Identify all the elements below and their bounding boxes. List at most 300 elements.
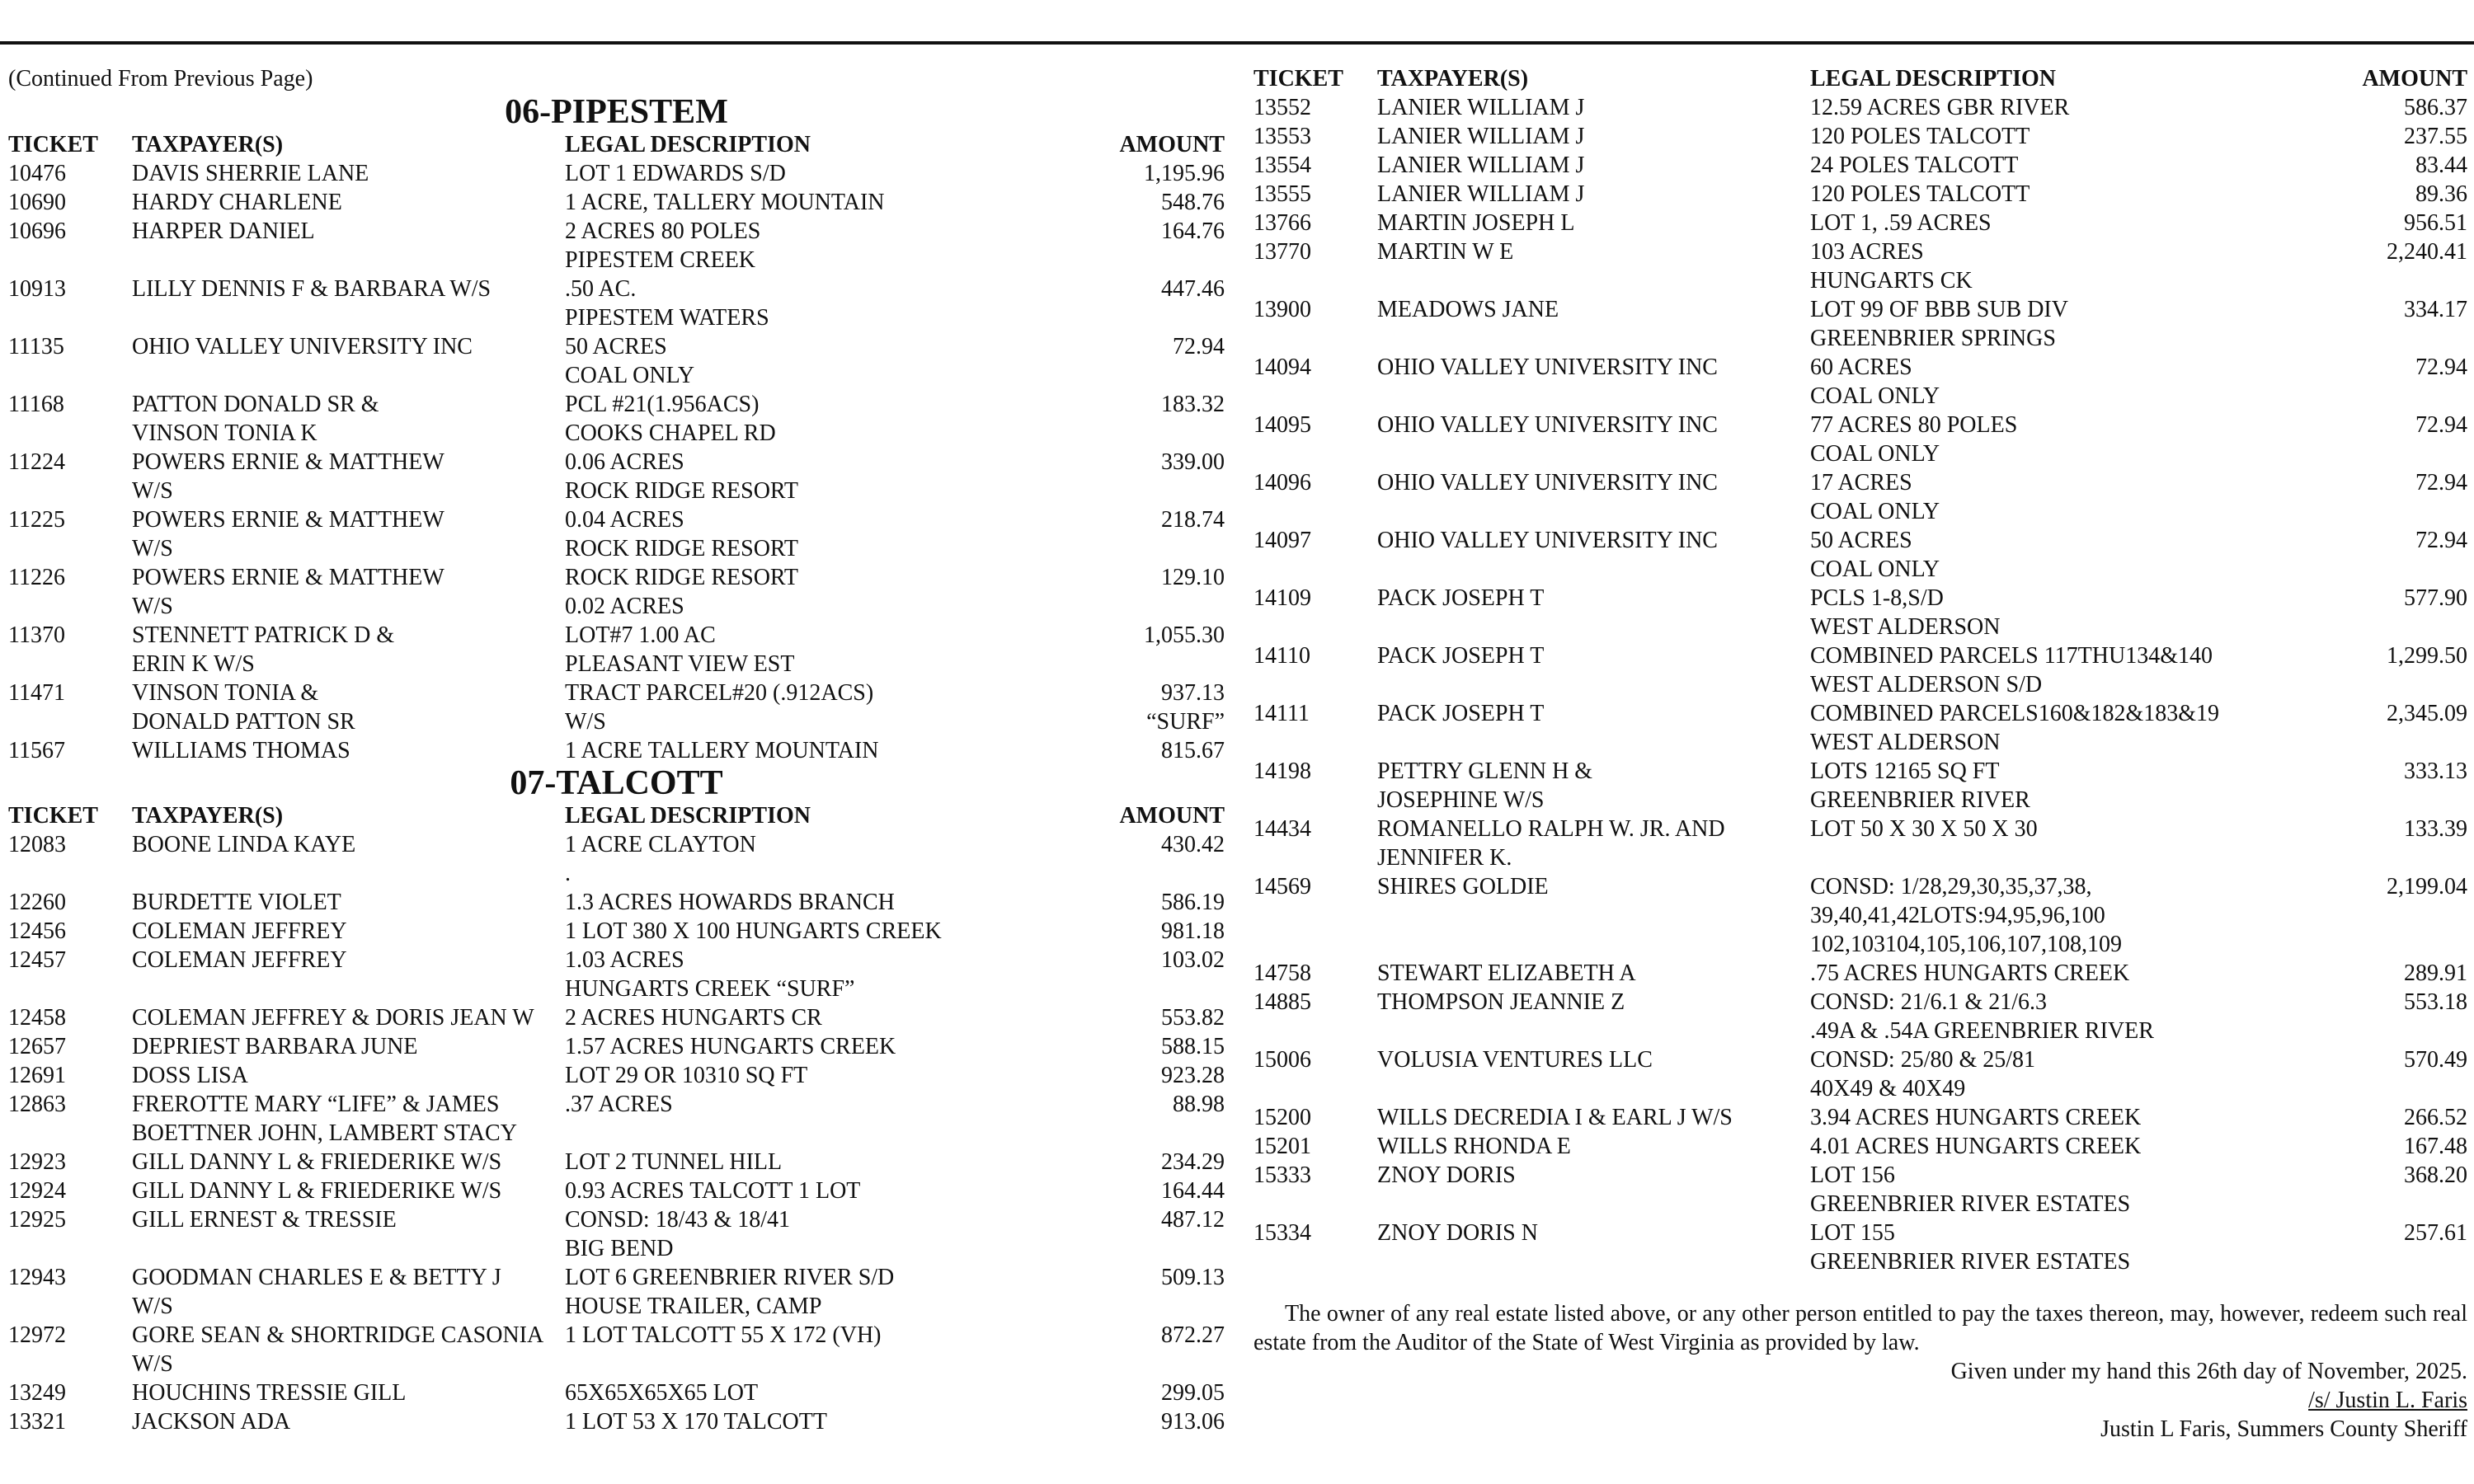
tax-entry-row	[8, 830, 1225, 888]
ticket-number: 14569	[1253, 874, 1311, 899]
legal-description-line: 1 LOT 53 X 170 TALCOTT	[565, 1409, 827, 1435]
legal-description-line: 1 ACRE, TALLERY MOUNTAIN	[565, 190, 885, 215]
signature-line	[1253, 1386, 2467, 1415]
amount-cell	[2302, 959, 2467, 988]
tax-entry-row	[8, 1263, 1225, 1321]
tax-entry-row	[8, 1176, 1225, 1205]
legal-description-line: 0.02 ACRES	[565, 594, 684, 619]
legal-description-line: 2 ACRES 80 POLES	[565, 218, 761, 244]
legal-description-line: LOT 155	[1810, 1220, 1895, 1246]
ticket-number: 10913	[8, 276, 66, 302]
tax-entry-row	[8, 1061, 1225, 1090]
amount-line: 368.20	[2404, 1162, 2467, 1188]
ticket-number: 10476	[8, 161, 66, 186]
ticket-number: 14758	[1253, 960, 1311, 986]
legal-description-cell	[1810, 872, 2302, 959]
amount-cell	[1060, 888, 1225, 917]
taxpayer-cell	[132, 888, 565, 917]
legal-description-line: 102,103104,105,106,107,108,109	[1810, 932, 2122, 957]
amount-line: 487.12	[1161, 1207, 1225, 1233]
ticket-cell	[8, 1205, 132, 1263]
legal-description-line: 24 POLES TALCOTT	[1810, 153, 2019, 178]
taxpayer-line: STENNETT PATRICK D &	[132, 622, 395, 648]
legal-description-cell	[565, 736, 1060, 765]
ticket-number: 15200	[1253, 1105, 1311, 1130]
amount-header: AMOUNT	[2362, 66, 2467, 92]
amount-line: 509.13	[1161, 1265, 1225, 1290]
legal-description-line: LOTS 12165 SQ FT	[1810, 758, 2000, 784]
legal-description-cell	[565, 1090, 1060, 1148]
tax-entry-row	[8, 917, 1225, 946]
taxpayer-cell	[132, 448, 565, 505]
legal-description-line: 0.04 ACRES	[565, 507, 684, 533]
tax-entry-row	[8, 1090, 1225, 1148]
ticket-number: 14198	[1253, 758, 1311, 784]
taxpayer-cell	[1377, 1132, 1810, 1161]
amount-line: 586.37	[2404, 95, 2467, 120]
tax-entry-row	[1253, 353, 2467, 411]
ticket-number: 13900	[1253, 297, 1311, 322]
taxpayer-cell	[1377, 699, 1810, 757]
top-rule	[0, 41, 2474, 45]
legal-description-line: ROCK RIDGE RESORT	[565, 565, 799, 590]
taxpayer-line: VINSON TONIA K	[132, 420, 317, 446]
ticket-cell	[1253, 641, 1377, 699]
taxpayer-line: LANIER WILLIAM J	[1377, 153, 1585, 178]
tax-entry-row	[1253, 209, 2467, 237]
legal-description-line: PIPESTEM CREEK	[565, 247, 756, 273]
ticket-number: 11567	[8, 738, 65, 763]
taxpayer-line: PACK JOSEPH T	[1377, 643, 1545, 669]
amount-line: 299.05	[1161, 1380, 1225, 1406]
ticket-cell	[8, 1032, 132, 1061]
amount-line: 2,345.09	[2387, 701, 2467, 726]
legal-description-line: HUNGARTS CK	[1810, 268, 1973, 294]
ticket-cell	[8, 1263, 132, 1321]
ticket-number: 12943	[8, 1265, 66, 1290]
amount-cell	[1060, 505, 1225, 563]
amount-cell	[1060, 275, 1225, 332]
legal-description-cell	[565, 217, 1060, 275]
ticket-cell	[8, 621, 132, 679]
ticket-cell	[8, 1090, 132, 1148]
legal-description-cell	[1810, 641, 2302, 699]
taxpayer-line: GOODMAN CHARLES E & BETTY J	[132, 1265, 501, 1290]
amount-line: 164.76	[1161, 218, 1225, 244]
tax-entry-row	[1253, 295, 2467, 353]
legal-description-line: .50 AC.	[565, 276, 637, 302]
legal-description-cell	[1810, 584, 2302, 641]
legal-description-line: LOT 156	[1810, 1162, 1895, 1188]
legal-description-line: W/S	[565, 709, 606, 735]
amount-cell	[2302, 209, 2467, 237]
taxpayer-cell	[1377, 1103, 1810, 1132]
taxpayer-cell	[1377, 1219, 1810, 1276]
taxpayer-line: POWERS ERNIE & MATTHEW	[132, 507, 444, 533]
amount-cell	[2302, 180, 2467, 209]
legal-description-cell	[1810, 1161, 2302, 1219]
taxpayer-line: GILL DANNY L & FRIEDERIKE W/S	[132, 1178, 502, 1204]
ticket-number: 14110	[1253, 643, 1310, 669]
legal-description-cell	[1810, 1219, 2302, 1276]
taxpayer-line: W/S	[132, 536, 173, 561]
ticket-cell	[1253, 411, 1377, 468]
ticket-number: 12691	[8, 1063, 66, 1088]
ticket-number: 13770	[1253, 239, 1311, 265]
ticket-number: 10690	[8, 190, 66, 215]
legal-description-cell	[1810, 180, 2302, 209]
tax-entry-row	[8, 1032, 1225, 1061]
taxpayer-line: MARTIN W E	[1377, 239, 1514, 265]
amount-line: 815.67	[1161, 738, 1225, 763]
taxpayer-cell	[132, 332, 565, 390]
taxpayer-line: COLEMAN JEFFREY & DORIS JEAN W	[132, 1005, 534, 1031]
tax-entry-row	[1253, 1103, 2467, 1132]
legal-description-line: COOKS CHAPEL RD	[565, 420, 776, 446]
legal-description-line: GREENBRIER RIVER	[1810, 787, 2030, 813]
taxpayer-cell	[132, 390, 565, 448]
legal-description-line: 120 POLES TALCOTT	[1810, 124, 2030, 149]
ticket-number: 11135	[8, 334, 64, 359]
legal-description-line: 0.93 ACRES TALCOTT 1 LOT	[565, 1178, 861, 1204]
ticket-cell	[8, 1061, 132, 1090]
legal-description-cell	[1810, 699, 2302, 757]
footer	[1253, 1299, 2467, 1444]
taxpayer-line: WILLIAMS THOMAS	[132, 738, 350, 763]
taxpayer-line: OHIO VALLEY UNIVERSITY INC	[132, 334, 473, 359]
taxpayer-cell	[1377, 353, 1810, 411]
amount-line: 2,240.41	[2387, 239, 2467, 265]
ticket-cell	[1253, 237, 1377, 295]
amount-cell	[2302, 526, 2467, 584]
taxpayer-line: DAVIS SHERRIE LANE	[132, 161, 369, 186]
taxpayer-cell	[1377, 1161, 1810, 1219]
ticket-cell	[1253, 988, 1377, 1045]
taxpayer-line: W/S	[132, 1294, 173, 1319]
amount-line: 72.94	[2415, 528, 2467, 553]
legal-description-line: WEST ALDERSON S/D	[1810, 672, 2043, 697]
amount-line: 72.94	[2415, 470, 2467, 495]
taxpayer-line: OHIO VALLEY UNIVERSITY INC	[1377, 470, 1718, 495]
ticket-number: 11225	[8, 507, 65, 533]
tax-entry-row	[8, 505, 1225, 563]
taxpayer-cell	[1377, 180, 1810, 209]
legal-description-cell	[1810, 1045, 2302, 1103]
taxpayer-line: THOMPSON JEANNIE Z	[1377, 989, 1625, 1015]
signature: /s/ Justin L. Faris	[2308, 1388, 2467, 1413]
ticket-cell	[8, 736, 132, 765]
taxpayer-line: LANIER WILLIAM J	[1377, 124, 1585, 149]
legal-description-line: 12.59 ACRES GBR RIVER	[1810, 95, 2070, 120]
tax-entry-row	[1253, 1219, 2467, 1276]
ticket-cell	[1253, 872, 1377, 959]
tax-entry-row	[8, 217, 1225, 275]
ticket-cell	[1253, 122, 1377, 151]
taxpayer-line: LANIER WILLIAM J	[1377, 181, 1585, 207]
ticket-number: 12457	[8, 947, 66, 973]
amount-cell	[1060, 621, 1225, 679]
legal-description-line: BIG BEND	[565, 1236, 674, 1261]
ticket-cell	[8, 1407, 132, 1436]
ticket-number: 12657	[8, 1034, 66, 1059]
taxpayer-line: ROMANELLO RALPH W. JR. AND	[1377, 816, 1725, 842]
legal-description-line: 39,40,41,42LOTS:94,95,96,100	[1810, 903, 2105, 928]
taxpayer-line: DEPRIEST BARBARA JUNE	[132, 1034, 418, 1059]
legal-description-line: LOT 6 GREENBRIER RIVER S/D	[565, 1265, 895, 1290]
ticket-cell	[8, 1321, 132, 1378]
ticket-cell	[8, 917, 132, 946]
legal-description-line: ROCK RIDGE RESORT	[565, 536, 799, 561]
taxpayer-line: COLEMAN JEFFREY	[132, 947, 347, 973]
tax-entry-row	[1253, 584, 2467, 641]
ticket-cell	[8, 1003, 132, 1032]
ticket-cell	[1253, 1219, 1377, 1276]
ticket-number: 14434	[1253, 816, 1311, 842]
legal-description-line: PCL #21(1.956ACS)	[565, 392, 760, 417]
amount-line: 553.18	[2404, 989, 2467, 1015]
taxpayer-cell	[1377, 815, 1810, 872]
amount-cell	[2302, 1045, 2467, 1103]
amount-line: 72.94	[2415, 355, 2467, 380]
taxpayer-line: GILL ERNEST & TRESSIE	[132, 1207, 397, 1233]
taxpayer-cell	[1377, 295, 1810, 353]
legal-description-cell	[1810, 237, 2302, 295]
legal-description-cell	[565, 1378, 1060, 1407]
amount-line: 257.61	[2404, 1220, 2467, 1246]
taxpayer-line: OHIO VALLEY UNIVERSITY INC	[1377, 412, 1718, 438]
taxpayer-line: FREROTTE MARY “LIFE” & JAMES	[132, 1092, 500, 1117]
taxpayer-line: POWERS ERNIE & MATTHEW	[132, 565, 444, 590]
taxpayer-cell	[132, 946, 565, 1003]
taxpayer-cell	[132, 621, 565, 679]
amount-line: 548.76	[1161, 190, 1225, 215]
taxpayer-header: TAXPAYER(S)	[132, 132, 284, 157]
amount-cell	[1060, 1378, 1225, 1407]
ticket-number: 13766	[1253, 210, 1311, 236]
tax-entry-row	[8, 1003, 1225, 1032]
amount-line: 956.51	[2404, 210, 2467, 236]
amount-cell	[1060, 1003, 1225, 1032]
taxpayer-line: PACK JOSEPH T	[1377, 585, 1545, 611]
legal-description-line: COMBINED PARCELS160&182&183&19	[1810, 701, 2220, 726]
taxpayer-cell	[1377, 237, 1810, 295]
ticket-cell	[1253, 151, 1377, 180]
taxpayer-header: TAXPAYER(S)	[1377, 66, 1529, 92]
amount-cell	[1060, 1061, 1225, 1090]
amount-cell	[2302, 815, 2467, 872]
amount-header: AMOUNT	[1119, 132, 1225, 157]
legal-description-cell	[565, 332, 1060, 390]
legal-description-line: LOT 2 TUNNEL HILL	[565, 1149, 783, 1175]
amount-cell	[2302, 411, 2467, 468]
legal-description-line: 1 LOT 380 X 100 HUNGARTS CREEK	[565, 918, 942, 944]
amount-cell	[1060, 1407, 1225, 1436]
tax-entry-row	[8, 1378, 1225, 1407]
amount-line: 72.94	[1173, 334, 1225, 359]
ticket-cell	[8, 888, 132, 917]
amount-cell	[2302, 641, 2467, 699]
amount-line: 164.44	[1161, 1178, 1225, 1204]
legal-description-cell	[565, 1407, 1060, 1436]
legal-description-cell	[565, 390, 1060, 448]
taxpayer-cell	[132, 1378, 565, 1407]
taxpayer-cell	[1377, 872, 1810, 959]
legal-description-cell	[1810, 151, 2302, 180]
legal-description-cell	[1810, 1132, 2302, 1161]
taxpayer-line: BURDETTE VIOLET	[132, 890, 341, 915]
legal-description-line: .49A & .54A GREENBRIER RIVER	[1810, 1018, 2154, 1044]
taxpayer-cell	[132, 1205, 565, 1263]
taxpayer-cell	[132, 830, 565, 888]
amount-line: 72.94	[2415, 412, 2467, 438]
amount-header: AMOUNT	[1119, 803, 1225, 829]
legal-description-cell	[565, 505, 1060, 563]
taxpayer-cell	[132, 563, 565, 621]
ticket-cell	[8, 1176, 132, 1205]
legal-description-line: LOT 1 EDWARDS S/D	[565, 161, 786, 186]
taxpayer-cell	[132, 217, 565, 275]
legal-description-line: 17 ACRES	[1810, 470, 1912, 495]
tax-entry-row	[8, 275, 1225, 332]
amount-line: 218.74	[1161, 507, 1225, 533]
legal-description-cell	[565, 621, 1060, 679]
ticket-cell	[1253, 757, 1377, 815]
legal-description-cell	[565, 1003, 1060, 1032]
tax-entry-row	[8, 946, 1225, 1003]
taxpayer-cell	[132, 188, 565, 217]
amount-cell	[1060, 390, 1225, 448]
amount-cell	[2302, 93, 2467, 122]
legal-description-cell	[565, 1321, 1060, 1378]
legal-description-line: COAL ONLY	[1810, 383, 1940, 409]
ticket-cell	[1253, 1045, 1377, 1103]
taxpayer-cell	[1377, 641, 1810, 699]
amount-cell	[2302, 237, 2467, 295]
amount-cell	[1060, 946, 1225, 1003]
ticket-number: 11370	[8, 622, 65, 648]
ticket-number: 11471	[8, 680, 65, 706]
continued-note: (Continued From Previous Page)	[8, 66, 313, 92]
legal-description-cell	[1810, 295, 2302, 353]
amount-cell	[1060, 1090, 1225, 1148]
ticket-number: 14096	[1253, 470, 1311, 495]
taxpayer-cell	[1377, 526, 1810, 584]
taxpayer-line: HOUCHINS TRESSIE GILL	[132, 1380, 407, 1406]
ticket-number: 14095	[1253, 412, 1311, 438]
amount-line: 234.29	[1161, 1149, 1225, 1175]
legal-header: LEGAL DESCRIPTION	[1810, 66, 2056, 92]
ticket-number: 13249	[8, 1380, 66, 1406]
amount-line: 872.27	[1161, 1322, 1225, 1348]
legal-description-line: CONSD: 21/6.1 & 21/6.3	[1810, 989, 2048, 1015]
legal-description-cell	[565, 275, 1060, 332]
ticket-cell	[8, 448, 132, 505]
taxpayer-line: COLEMAN JEFFREY	[132, 918, 347, 944]
amount-cell	[1060, 736, 1225, 765]
tax-entry-row	[1253, 1161, 2467, 1219]
amount-line: 183.32	[1161, 392, 1225, 417]
ticket-cell	[1253, 295, 1377, 353]
legal-description-line: 1 LOT TALCOTT 55 X 172 (VH)	[565, 1322, 882, 1348]
amount-line: 981.18	[1161, 918, 1225, 944]
taxpayer-line: LANIER WILLIAM J	[1377, 95, 1585, 120]
legal-description-line: PLEASANT VIEW EST	[565, 651, 795, 677]
legal-description-line: .37 ACRES	[565, 1092, 673, 1117]
taxpayer-cell	[1377, 122, 1810, 151]
amount-cell	[1060, 679, 1225, 736]
legal-header: LEGAL DESCRIPTION	[565, 803, 811, 829]
taxpayer-cell	[132, 679, 565, 736]
amount-line: 586.19	[1161, 890, 1225, 915]
taxpayer-line: GORE SEAN & SHORTRIDGE CASONIA	[132, 1322, 544, 1348]
ticket-number: 13321	[8, 1409, 66, 1435]
amount-cell	[1060, 917, 1225, 946]
ticket-cell	[1253, 1103, 1377, 1132]
ticket-number: 11168	[8, 392, 64, 417]
legal-description-line: 2 ACRES HUNGARTS CR	[565, 1005, 822, 1031]
legal-description-line: COAL ONLY	[1810, 556, 1940, 582]
ticket-number: 12260	[8, 890, 66, 915]
legal-description-cell	[565, 1061, 1060, 1090]
tax-entry-row	[1253, 237, 2467, 295]
taxpayer-cell	[1377, 209, 1810, 237]
taxpayer-line: JACKSON ADA	[132, 1409, 291, 1435]
signer-title: Justin L Faris, Summers County Sheriff	[2100, 1416, 2467, 1442]
legal-description-cell	[565, 1032, 1060, 1061]
legal-description-line: 120 POLES TALCOTT	[1810, 181, 2030, 207]
taxpayer-line: VOLUSIA VENTURES LLC	[1377, 1047, 1653, 1073]
taxpayer-line: ZNOY DORIS N	[1377, 1220, 1538, 1246]
taxpayer-line: JOSEPHINE W/S	[1377, 787, 1545, 813]
legal-description-line: 1 ACRE CLAYTON	[565, 832, 756, 857]
amount-line: 333.13	[2404, 758, 2467, 784]
taxpayer-line: ZNOY DORIS	[1377, 1162, 1516, 1188]
amount-cell	[2302, 757, 2467, 815]
tax-entry-row	[8, 1205, 1225, 1263]
taxpayer-cell	[132, 1148, 565, 1176]
amount-cell	[2302, 1219, 2467, 1276]
tax-entry-row	[1253, 122, 2467, 151]
taxpayer-line: BOONE LINDA KAYE	[132, 832, 356, 857]
legal-description-cell	[565, 563, 1060, 621]
ticket-cell	[8, 946, 132, 1003]
ticket-cell	[8, 830, 132, 888]
legal-description-cell	[1810, 209, 2302, 237]
ticket-header: TICKET	[1253, 66, 1343, 92]
ticket-cell	[1253, 180, 1377, 209]
amount-cell	[2302, 353, 2467, 411]
amount-cell	[1060, 332, 1225, 390]
legal-description-cell	[565, 448, 1060, 505]
amount-cell	[1060, 830, 1225, 888]
ticket-cell	[1253, 353, 1377, 411]
legal-description-line: CONSD: 18/43 & 18/41	[565, 1207, 791, 1233]
ticket-cell	[8, 332, 132, 390]
legal-description-cell	[1810, 757, 2302, 815]
taxpayer-line: HARDY CHARLENE	[132, 190, 342, 215]
amount-line: 1,299.50	[2387, 643, 2467, 669]
taxpayer-cell	[132, 275, 565, 332]
taxpayer-cell	[1377, 959, 1810, 988]
ticket-number: 11226	[8, 565, 65, 590]
amount-line: 577.90	[2404, 585, 2467, 611]
ticket-number: 14885	[1253, 989, 1311, 1015]
tax-entry-row	[1253, 93, 2467, 122]
amount-cell	[1060, 1148, 1225, 1176]
amount-line: 289.91	[2404, 960, 2467, 986]
amount-line: 1,195.96	[1144, 161, 1225, 186]
amount-cell	[2302, 1132, 2467, 1161]
